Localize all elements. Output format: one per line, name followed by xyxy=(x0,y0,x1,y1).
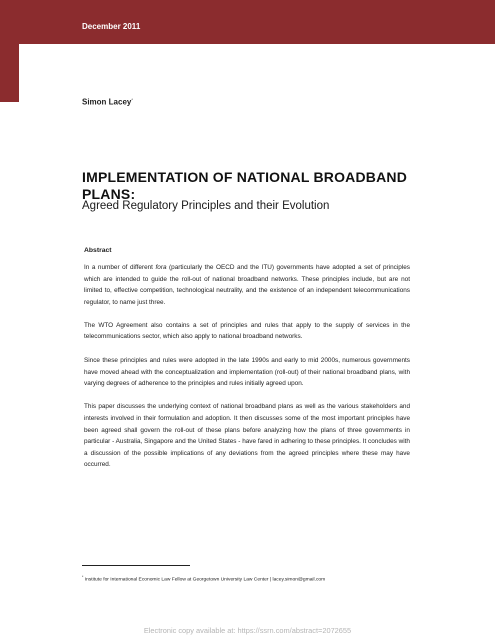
paper-title: IMPLEMENTATION OF NATIONAL BROADBAND PLANS: xyxy=(82,169,408,202)
abstract-p1-start: In a number of different xyxy=(84,264,156,271)
abstract-paragraph-2: The WTO Agreement also contains a set of principles and rules that apply to the supply of services in the telecommunications sector, which also apply to national broadband networks. xyxy=(84,321,410,341)
publication-date: December 2011 xyxy=(82,22,141,31)
abstract-heading: Abstract xyxy=(84,247,112,254)
abstract-p1-end: (particularly the OECD and the ITU) governments have adopted a set of principles which are intended to guide the roll-out of national broadband networks. These principles include, but are not limited to, effective competition, technological neutrality, and the existence of an independent telecommunications regulator, to name just three. xyxy=(84,264,410,306)
footnote-marker: * xyxy=(82,575,84,579)
abstract-body xyxy=(84,262,410,482)
author-name-text: Simon Lacey xyxy=(82,97,132,107)
ssrn-watermark: Electronic copy available at: https://ssrn.com/abstract=2072655 xyxy=(143,626,352,635)
side-accent-stripe xyxy=(0,44,19,102)
abstract-p1-italic: fora xyxy=(155,264,167,271)
abstract-paragraph-4: This paper discusses the underlying context of national broadband plans as well as the various stakeholders and interests involved in their formulation and adoption. It then discusses some of the most important principles have been agreed shall govern the roll-out of these plans before analyzing how the plans of three governments in particular - Australia, Singapore and the United States - have fared in adhering to these principles. It concludes with a discussion of the possible implications of any deviations from the agreed principles where these may have occurred. xyxy=(84,403,410,469)
author-name xyxy=(82,97,133,107)
paper-subtitle: Agreed Regulatory Principles and their Evolution xyxy=(82,200,330,212)
abstract-paragraph-3: Since these principles and rules were adopted in the late 1990s and early to mid 2000s, numerous governments have moved ahead with the conceptualization and implementation (roll-out) of their national broadband plans, with varying degrees of adherence to the principles and rules initially agreed upon. xyxy=(84,357,410,388)
author-footnote xyxy=(82,575,462,583)
footnote-text: Institute for International Economic Law Fellow at Georgetown University Law Center | lacey.simon@gmail.com xyxy=(83,577,326,583)
header-band xyxy=(0,0,495,44)
abstract-paragraph-1 xyxy=(84,262,410,308)
footnote-divider xyxy=(82,565,190,566)
author-footnote-marker: * xyxy=(131,97,133,102)
